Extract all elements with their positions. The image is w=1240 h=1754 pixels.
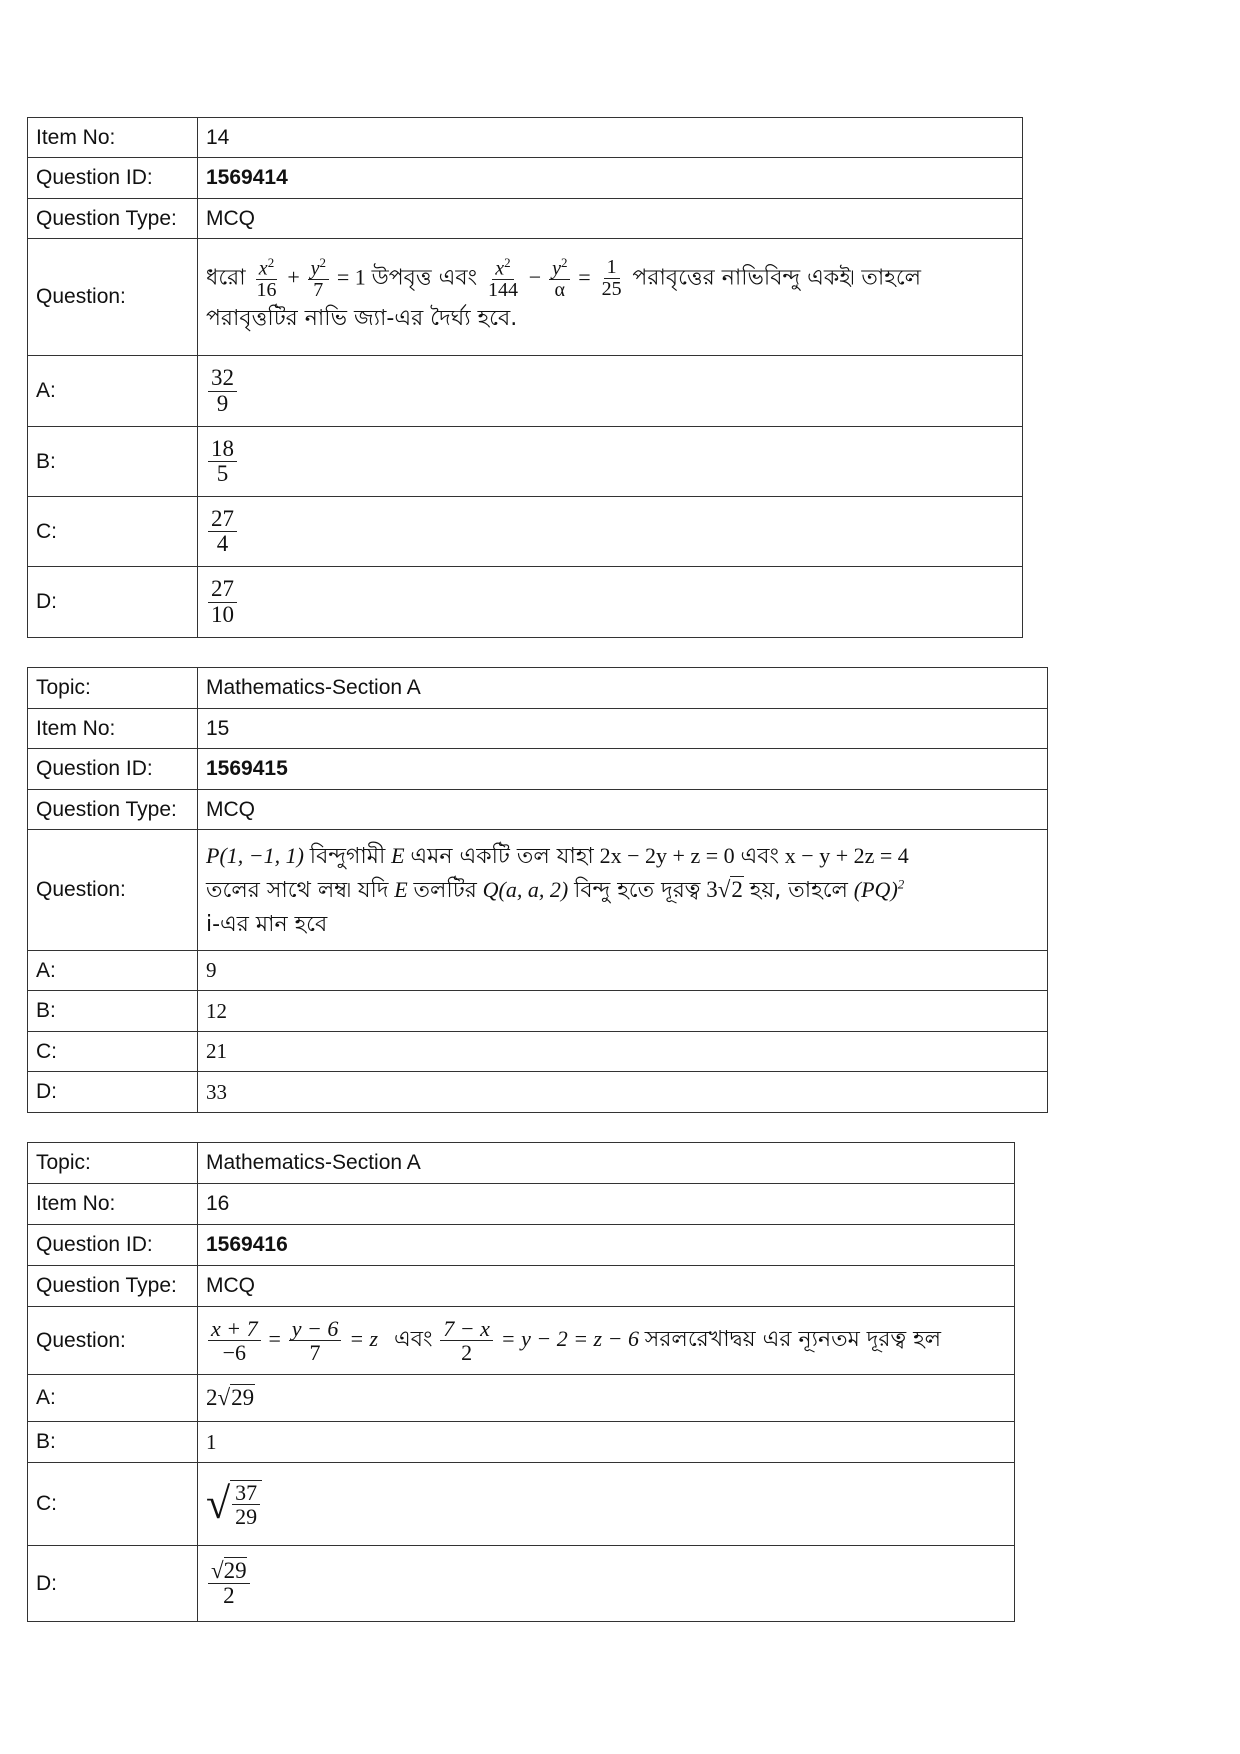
- question-id-value: 1569416: [198, 1225, 1015, 1266]
- q14-text-1: ধরো: [206, 265, 246, 291]
- option-a-label: A:: [28, 1375, 198, 1422]
- option-b-value: [198, 427, 1023, 497]
- q14-frac-y2-alpha: $\frac{y^2}{\alpha}$: [549, 256, 570, 302]
- q16-equation: = z: [349, 1326, 379, 1352]
- question-id-value: 1569415: [198, 749, 1048, 790]
- sqrt-coefficient: 2: [206, 1385, 218, 1410]
- frac-numerator: 7 − x: [440, 1317, 493, 1341]
- option-c-value: [198, 497, 1023, 567]
- frac-denominator: 7: [309, 1340, 321, 1365]
- question-label: Question:: [28, 830, 198, 951]
- pq-exponent: 2: [897, 876, 905, 892]
- question-text: [198, 830, 1048, 951]
- frac-numerator: y − 6: [289, 1317, 342, 1341]
- q15-distance: 3√2: [706, 877, 743, 903]
- frac-denominator: 10: [211, 601, 234, 627]
- q16-equation: = y − 2 = z − 6: [500, 1326, 639, 1352]
- q15-text: বিন্দুগামী: [309, 844, 386, 870]
- option-a-value: 9: [198, 951, 1048, 991]
- item-no-label: Item No:: [28, 118, 198, 158]
- q15-point-p: P(1, −1, 1): [206, 843, 304, 869]
- q14-frac-x2-144: $\frac{x^2}{144}$: [487, 254, 518, 302]
- option-b-label: B:: [28, 991, 198, 1032]
- question-type-label: Question Type:: [28, 790, 198, 830]
- q16-frac-2: [289, 1317, 342, 1364]
- frac-numerator: x + 7: [208, 1317, 261, 1341]
- question-id-label: Question ID:: [28, 749, 198, 790]
- topic-label: Topic:: [28, 668, 198, 709]
- q15-text: i-এর মান হবে: [206, 911, 328, 937]
- option-d-value: $\frac{√29}{2}$: [198, 1546, 1015, 1622]
- topic-label: Topic:: [28, 1143, 198, 1184]
- q15-pq: [854, 877, 904, 902]
- equals-sign: =: [268, 1326, 281, 1352]
- option-c-label: C:: [28, 1032, 198, 1072]
- q14-frac-1-25: $\frac{1}{25}$: [601, 256, 622, 300]
- frac-denominator: 4: [216, 531, 229, 556]
- option-c-value: √ $\frac{37}{29}$: [198, 1463, 1015, 1546]
- question-table-14: [27, 117, 1023, 638]
- frac-numerator: 32: [208, 366, 237, 391]
- sqrt-radicand: 2: [731, 877, 743, 903]
- q15-text: তলটির: [413, 878, 477, 904]
- frac-denominator: 2: [223, 1583, 235, 1608]
- question-table-15: [27, 667, 1048, 1113]
- pq-base: (PQ): [853, 877, 898, 903]
- q16-text: এবং: [393, 1327, 433, 1353]
- q14-text-3: পরাবৃত্তের নাভিবিন্দু একই৷ তাহলে: [632, 265, 922, 291]
- frac-numerator: 27: [208, 577, 237, 602]
- frac-numerator: 27: [208, 507, 237, 532]
- q15-plane-e: E: [391, 843, 405, 869]
- option-d-value: 33: [198, 1072, 1048, 1113]
- q15-text: এবং: [740, 844, 779, 870]
- q15-plane-e: E: [394, 877, 408, 903]
- option-d-label: D:: [28, 567, 198, 638]
- topic-value: Mathematics-Section A: [198, 668, 1048, 709]
- option-d-label: D:: [28, 1072, 198, 1113]
- option-b-label: B:: [28, 1422, 198, 1463]
- q14-text-2: উপবৃত্ত এবং: [371, 265, 478, 291]
- q16-text: সরলরেখাদ্বয় এর ন্যূনতম দূরত্ব হল: [644, 1327, 942, 1353]
- q15-equation: x − y + 2z = 4: [784, 843, 909, 869]
- sqrt-radicand: 29: [223, 1557, 247, 1583]
- question-id-label: Question ID:: [28, 158, 198, 199]
- frac-numerator: 18: [208, 437, 237, 462]
- frac-numerator: 37: [232, 1481, 260, 1505]
- q15-point-q: Q(a, a, 2): [482, 877, 569, 903]
- q15-text: এমন একটি তল যাহা: [410, 844, 594, 870]
- item-no-value: 14: [198, 118, 1023, 158]
- q14-text-4: পরাবৃত্তটির নাভি জ্যা-এর দৈর্ঘ্য হবে.: [206, 306, 518, 332]
- question-table-16: [27, 1142, 1015, 1622]
- option-a-value: [198, 356, 1023, 427]
- q15-text: বিন্দু হতে দূরত্ব: [574, 878, 701, 904]
- option-b-value: 12: [198, 991, 1048, 1032]
- q16-frac-1: [208, 1317, 261, 1364]
- option-d-label: D:: [28, 1546, 198, 1622]
- question-type-value: MCQ: [198, 1266, 1015, 1307]
- item-no-value: 15: [198, 709, 1048, 749]
- q16-frac-3: [440, 1317, 493, 1364]
- question-type-label: Question Type:: [28, 1266, 198, 1307]
- question-text: [198, 1307, 1015, 1375]
- q15-equation: 2x − 2y + z = 0: [599, 843, 735, 869]
- q15-text: তলের সাথে লম্ব৷ যদি: [206, 878, 389, 904]
- option-d-value: [198, 567, 1023, 638]
- question-label: Question:: [28, 239, 198, 356]
- option-a-label: A:: [28, 356, 198, 427]
- item-no-label: Item No:: [28, 1184, 198, 1225]
- question-text: ধরো $\frac{x^2}{16}$ + $\frac{y^2}{7}$ = 1 উপবৃত্ত এবং $\frac{x^2}{144}$ − $\frac{y^2}{\alpha}$ = $\frac{1}{25}$ পরাবৃত্তের নাভিবিন্দু একই৷ তাহলে পরাবৃত্তটির নাভি জ্যা-এর দৈর্ঘ্য হবে.: [198, 239, 1023, 356]
- option-c-label: C:: [28, 1463, 198, 1546]
- q15-text: হয়, তাহলে: [749, 878, 848, 904]
- option-b-label: B:: [28, 427, 198, 497]
- topic-value: Mathematics-Section A: [198, 1143, 1015, 1184]
- question-type-value: MCQ: [198, 790, 1048, 830]
- sqrt-radicand: 29: [231, 1385, 255, 1410]
- frac-denominator: 29: [235, 1504, 258, 1529]
- item-no-value: 16: [198, 1184, 1015, 1225]
- option-c-value: 21: [198, 1032, 1048, 1072]
- question-type-value: MCQ: [198, 199, 1023, 239]
- q14-frac-x2-16: $\frac{x^2}{16}$: [256, 254, 277, 302]
- question-type-label: Question Type:: [28, 199, 198, 239]
- frac-denominator: 9: [216, 390, 229, 416]
- question-label: Question:: [28, 1307, 198, 1375]
- option-b-value: 1: [198, 1422, 1015, 1463]
- frac-denominator: −6: [222, 1340, 247, 1365]
- option-a-value: 2√29: [198, 1375, 1015, 1422]
- option-a-label: A:: [28, 951, 198, 991]
- q14-frac-y2-7: $\frac{y^2}{7}$: [308, 256, 329, 302]
- sqrt-coefficient: 3: [706, 877, 718, 903]
- question-id-label: Question ID:: [28, 1225, 198, 1266]
- item-no-label: Item No:: [28, 709, 198, 749]
- frac-denominator: 2: [461, 1340, 473, 1365]
- option-c-label: C:: [28, 497, 198, 567]
- frac-denominator: 5: [216, 461, 229, 486]
- question-id-value: 1569414: [198, 158, 1023, 199]
